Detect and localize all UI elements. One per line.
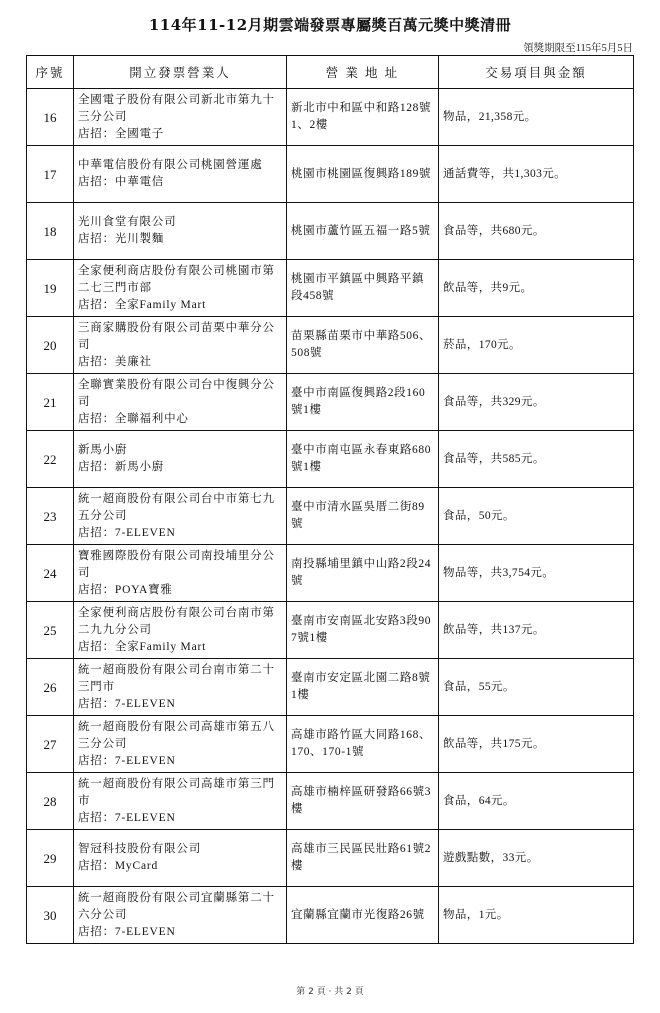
serial-no: 23 bbox=[27, 488, 74, 545]
merchant-name: 新馬小廚 bbox=[78, 444, 128, 456]
table-row bbox=[27, 374, 634, 431]
item-amount: 菸品，170元。 bbox=[439, 317, 634, 374]
item-amount: 飲品等，共9元。 bbox=[439, 260, 634, 317]
merchant-cell bbox=[74, 887, 287, 944]
page-indicator: 第 2 頁 · 共 2 頁 bbox=[296, 987, 364, 997]
business-address: 臺中市南屯區永春東路680號1樓 bbox=[291, 444, 432, 473]
store-sign: 店招：MyCard bbox=[78, 860, 159, 872]
serial-no: 30 bbox=[27, 887, 74, 944]
table-row bbox=[27, 887, 634, 944]
serial-no: 20 bbox=[27, 317, 74, 374]
table-row bbox=[27, 602, 634, 659]
serial-no: 27 bbox=[27, 716, 74, 773]
serial-no: 16 bbox=[27, 89, 74, 146]
address-cell bbox=[287, 773, 439, 830]
merchant-cell bbox=[74, 374, 287, 431]
item-amount: 物品等，共3,754元。 bbox=[439, 545, 634, 602]
store-sign: 店招：全聯福利中心 bbox=[78, 412, 189, 425]
merchant-cell bbox=[74, 146, 287, 203]
serial-no: 22 bbox=[27, 431, 74, 488]
merchant-name: 統一超商股份有限公司高雄市第五八三分公司 bbox=[78, 720, 275, 750]
table-header-row bbox=[27, 56, 634, 89]
business-address: 臺中市南區復興路2段160號1樓 bbox=[291, 387, 426, 416]
address-cell bbox=[287, 374, 439, 431]
merchant-name: 全家便利商店股份有限公司台南市第二九九分公司 bbox=[78, 606, 275, 636]
business-address: 臺南市安定區北園二路8號1樓 bbox=[291, 672, 431, 701]
address-cell bbox=[287, 488, 439, 545]
table-row bbox=[27, 659, 634, 716]
business-address: 臺南市安南區北安路3段907號1樓 bbox=[291, 615, 432, 644]
table-row bbox=[27, 716, 634, 773]
address-cell bbox=[287, 830, 439, 887]
business-address: 桃園市蘆竹區五福一路5號 bbox=[291, 224, 431, 237]
claim-deadline: 領獎期限至115年5月5日 bbox=[523, 43, 633, 54]
header-address: 營 業 地 址 bbox=[287, 56, 439, 89]
store-sign: 店招：光川製麵 bbox=[78, 233, 165, 245]
merchant-cell bbox=[74, 830, 287, 887]
serial-no: 29 bbox=[27, 830, 74, 887]
item-amount: 食品，64元。 bbox=[439, 773, 634, 830]
address-cell bbox=[287, 431, 439, 488]
merchant-cell bbox=[74, 659, 287, 716]
business-address: 南投縣埔里鎮中山路2段24號 bbox=[291, 558, 432, 587]
address-cell bbox=[287, 146, 439, 203]
business-address: 桃園市桃園區復興路189號 bbox=[291, 167, 432, 180]
serial-no: 21 bbox=[27, 374, 74, 431]
table-row bbox=[27, 431, 634, 488]
address-cell bbox=[287, 659, 439, 716]
table-row bbox=[27, 317, 634, 374]
header-merchant: 開立發票營業人 bbox=[74, 56, 287, 89]
merchant-cell bbox=[74, 203, 287, 260]
merchant-name: 統一超商股份有限公司台南市第二十三門市 bbox=[78, 663, 275, 693]
address-cell bbox=[287, 887, 439, 944]
merchant-name: 統一超商股份有限公司高雄市第三門市 bbox=[78, 777, 275, 807]
merchant-cell bbox=[74, 602, 287, 659]
business-address: 宜蘭縣宜蘭市光復路26號 bbox=[291, 908, 425, 921]
merchant-name: 寶雅國際股份有限公司南投埔里分公司 bbox=[78, 549, 275, 579]
table-row bbox=[27, 146, 634, 203]
table-row bbox=[27, 830, 634, 887]
business-address: 新北市中和區中和路128號1、2樓 bbox=[291, 102, 432, 131]
merchant-name: 智冠科技股份有限公司 bbox=[78, 843, 201, 855]
merchant-cell bbox=[74, 260, 287, 317]
table-row bbox=[27, 545, 634, 602]
item-amount: 食品，50元。 bbox=[439, 488, 634, 545]
address-cell bbox=[287, 203, 439, 260]
store-sign: 店招：7-ELEVEN bbox=[78, 925, 176, 938]
merchant-cell bbox=[74, 716, 287, 773]
serial-no: 18 bbox=[27, 203, 74, 260]
merchant-name: 統一超商股份有限公司宜蘭縣第二十六分公司 bbox=[78, 891, 275, 921]
merchant-name: 光川食堂有限公司 bbox=[78, 216, 177, 228]
merchant-name: 全家便利商店股份有限公司桃園市第二七三門市部 bbox=[78, 264, 275, 294]
address-cell bbox=[287, 716, 439, 773]
table-row bbox=[27, 773, 634, 830]
item-amount: 食品，55元。 bbox=[439, 659, 634, 716]
merchant-name: 全國電子股份有限公司新北市第九十三分公司 bbox=[78, 93, 275, 123]
store-sign: 店招：全家Family Mart bbox=[78, 640, 207, 653]
merchant-cell bbox=[74, 89, 287, 146]
item-amount: 物品，21,358元。 bbox=[439, 89, 634, 146]
business-address: 桃園市平鎮區中興路平鎮段458號 bbox=[291, 273, 425, 302]
store-sign: 店招：美廉社 bbox=[78, 355, 152, 368]
address-cell bbox=[287, 260, 439, 317]
merchant-cell bbox=[74, 488, 287, 545]
store-sign: 店招：7-ELEVEN bbox=[78, 811, 176, 824]
table-row bbox=[27, 89, 634, 146]
store-sign: 店招：新馬小廚 bbox=[78, 461, 165, 473]
item-amount: 食品等，共585元。 bbox=[439, 431, 634, 488]
item-amount: 飲品等，共175元。 bbox=[439, 716, 634, 773]
table-row bbox=[27, 488, 634, 545]
business-address: 高雄市楠梓區研發路66號3樓 bbox=[291, 786, 432, 815]
item-amount: 遊戲點數，33元。 bbox=[439, 830, 634, 887]
address-cell bbox=[287, 317, 439, 374]
store-sign: 店招：POYA寶雅 bbox=[78, 583, 173, 596]
table-row bbox=[27, 260, 634, 317]
item-amount: 食品等，共680元。 bbox=[439, 203, 634, 260]
document-title: 114年11-12月期雲端發票專屬獎百萬元獎中獎清冊 bbox=[148, 16, 512, 34]
item-amount: 食品等，共329元。 bbox=[439, 374, 634, 431]
merchant-name: 全聯實業股份有限公司台中復興分公司 bbox=[78, 378, 275, 408]
serial-no: 28 bbox=[27, 773, 74, 830]
business-address: 高雄市三民區民壯路61號2樓 bbox=[291, 843, 432, 872]
winners-table bbox=[26, 55, 634, 944]
address-cell bbox=[287, 89, 439, 146]
header-serial-no: 序號 bbox=[27, 56, 74, 89]
merchant-name: 三商家購股份有限公司苗栗中華分公司 bbox=[78, 321, 275, 351]
business-address: 臺中市清水區吳厝二街89號 bbox=[291, 501, 425, 530]
serial-no: 24 bbox=[27, 545, 74, 602]
merchant-cell bbox=[74, 773, 287, 830]
merchant-name: 統一超商股份有限公司台中市第七九五分公司 bbox=[78, 492, 275, 522]
store-sign: 店招：7-ELEVEN bbox=[78, 526, 176, 539]
table-row bbox=[27, 203, 634, 260]
address-cell bbox=[287, 545, 439, 602]
serial-no: 26 bbox=[27, 659, 74, 716]
serial-no: 17 bbox=[27, 146, 74, 203]
item-amount: 通話費等，共1,303元。 bbox=[439, 146, 634, 203]
item-amount: 飲品等，共137元。 bbox=[439, 602, 634, 659]
address-cell bbox=[287, 602, 439, 659]
merchant-cell bbox=[74, 317, 287, 374]
header-item-amount: 交易項目與金額 bbox=[439, 56, 634, 89]
merchant-cell bbox=[74, 431, 287, 488]
item-amount: 物品，1元。 bbox=[439, 887, 634, 944]
business-address: 苗栗縣苗栗市中華路506、508號 bbox=[291, 330, 432, 359]
business-address: 高雄市路竹區大同路168、170、170-1號 bbox=[291, 729, 432, 758]
store-sign: 店招：全家Family Mart bbox=[78, 298, 207, 311]
serial-no: 19 bbox=[27, 260, 74, 317]
store-sign: 店招：中華電信 bbox=[78, 176, 165, 188]
serial-no: 25 bbox=[27, 602, 74, 659]
store-sign: 店招：全國電子 bbox=[78, 127, 165, 140]
merchant-cell bbox=[74, 545, 287, 602]
store-sign: 店招：7-ELEVEN bbox=[78, 754, 176, 767]
merchant-name: 中華電信股份有限公司桃園營運處 bbox=[78, 159, 263, 171]
store-sign: 店招：7-ELEVEN bbox=[78, 697, 176, 710]
